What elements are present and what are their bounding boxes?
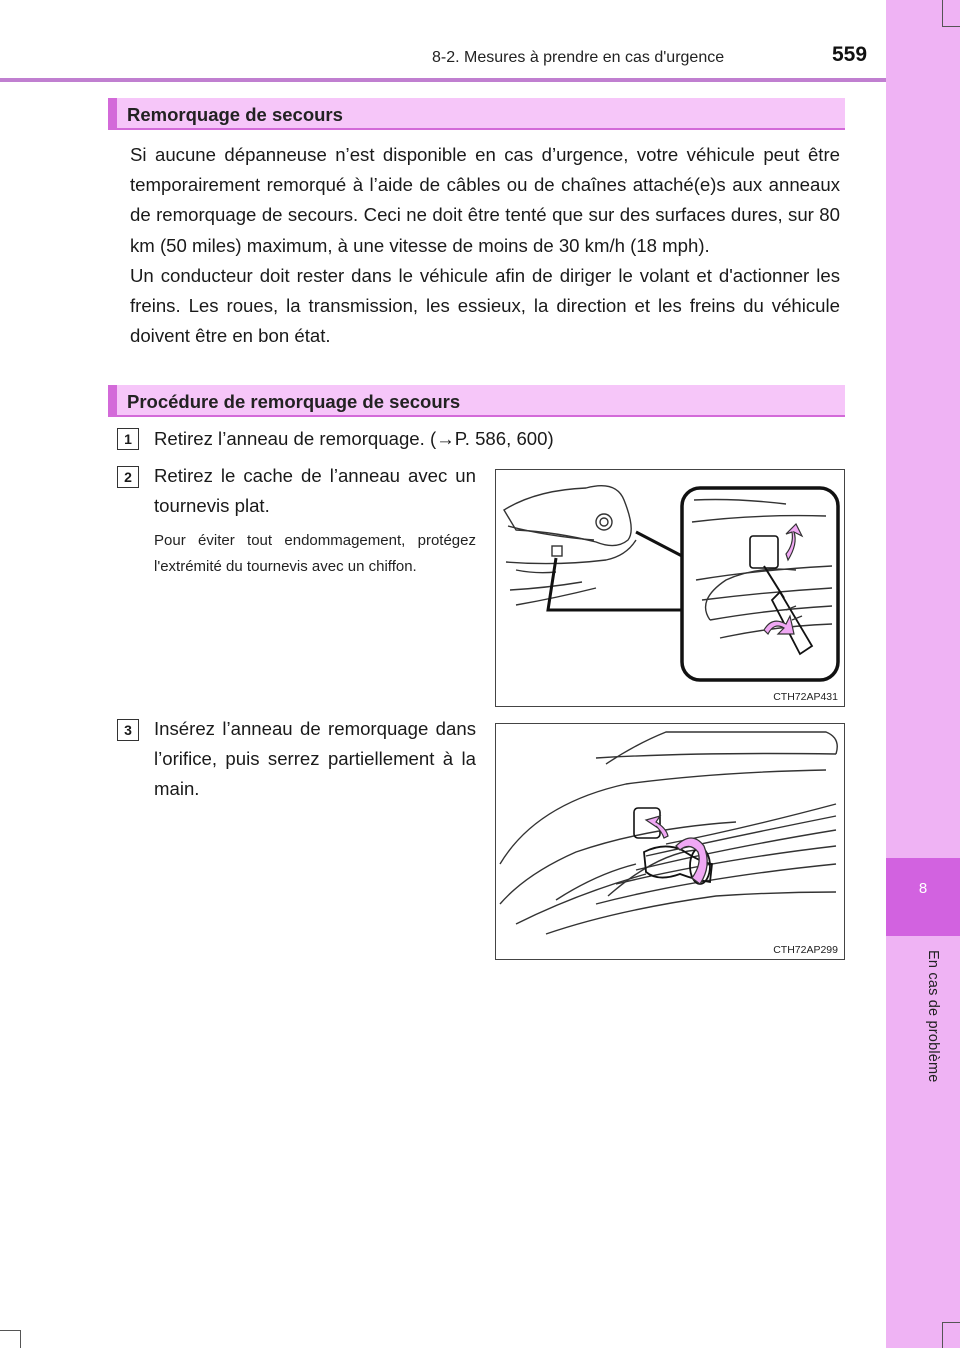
intro-text <box>130 140 840 351</box>
figure-code: CTH72AP431 <box>773 691 838 703</box>
header-rule <box>0 78 886 82</box>
figure-remove-cover-drawing <box>496 470 845 707</box>
step-text-2: Retirez le cache de l’anneau avec un tournevis plat. <box>154 465 476 516</box>
chapter-tab[interactable] <box>886 858 960 936</box>
side-tab <box>886 0 960 1348</box>
step-note-2: Pour éviter tout endommagement, protégez l'extrémité du tournevis avec un chiffon. <box>154 532 476 575</box>
step-number-2: 2 <box>117 466 139 488</box>
chapter-label: En cas de problème <box>925 950 941 1083</box>
step-text-1: Retirez l’anneau de remorquage. (→P. 586, 600) <box>154 428 554 449</box>
figure-code: CTH72AP299 <box>773 944 838 956</box>
figure-remove-cover <box>495 469 845 707</box>
figure-insert-ring <box>495 723 845 960</box>
intro-paragraph-1: Si aucune dépanneuse n’est disponible en cas d’urgence, votre véhicule peut être temporairement remorqué à l’aide de câbles ou de chaînes attaché(e)s aux anneaux de remorquage de secours. Ceci ne doit être tenté que sur des surfaces dures, sur 80 km (50 miles) maximum, à une vitesse de moins de 30 km/h (18 mph). <box>130 144 840 256</box>
crop-mark <box>942 0 943 26</box>
crop-mark <box>942 1322 943 1348</box>
crop-mark <box>942 1322 960 1323</box>
page-number: 559 <box>832 43 868 66</box>
step-text-3: Insérez l’anneau de remorquage dans l’orifice, puis serrez partiellement à la main. <box>154 718 476 799</box>
crop-mark <box>942 26 960 27</box>
section-header-remorquage <box>108 98 845 130</box>
section-title: Procédure de remorquage de secours <box>127 391 461 412</box>
intro-paragraph-2: Un conducteur doit rester dans le véhicule afin de diriger le volant et d'actionner les freins. Les roues, la transmission, les essieux, la direction et les freins du véhicule doivent être en bon état. <box>130 264 840 347</box>
crop-mark <box>0 1330 20 1331</box>
figure-insert-ring-drawing <box>496 724 845 960</box>
step-number-1: 1 <box>117 428 139 450</box>
chapter-number: 8 <box>918 880 928 897</box>
section-title: Remorquage de secours <box>127 104 343 125</box>
step-number-3: 3 <box>117 719 139 741</box>
section-header-procedure <box>108 385 845 417</box>
running-head: 8-2. Mesures à prendre en cas d'urgence <box>432 49 725 66</box>
crop-mark <box>20 1330 21 1348</box>
